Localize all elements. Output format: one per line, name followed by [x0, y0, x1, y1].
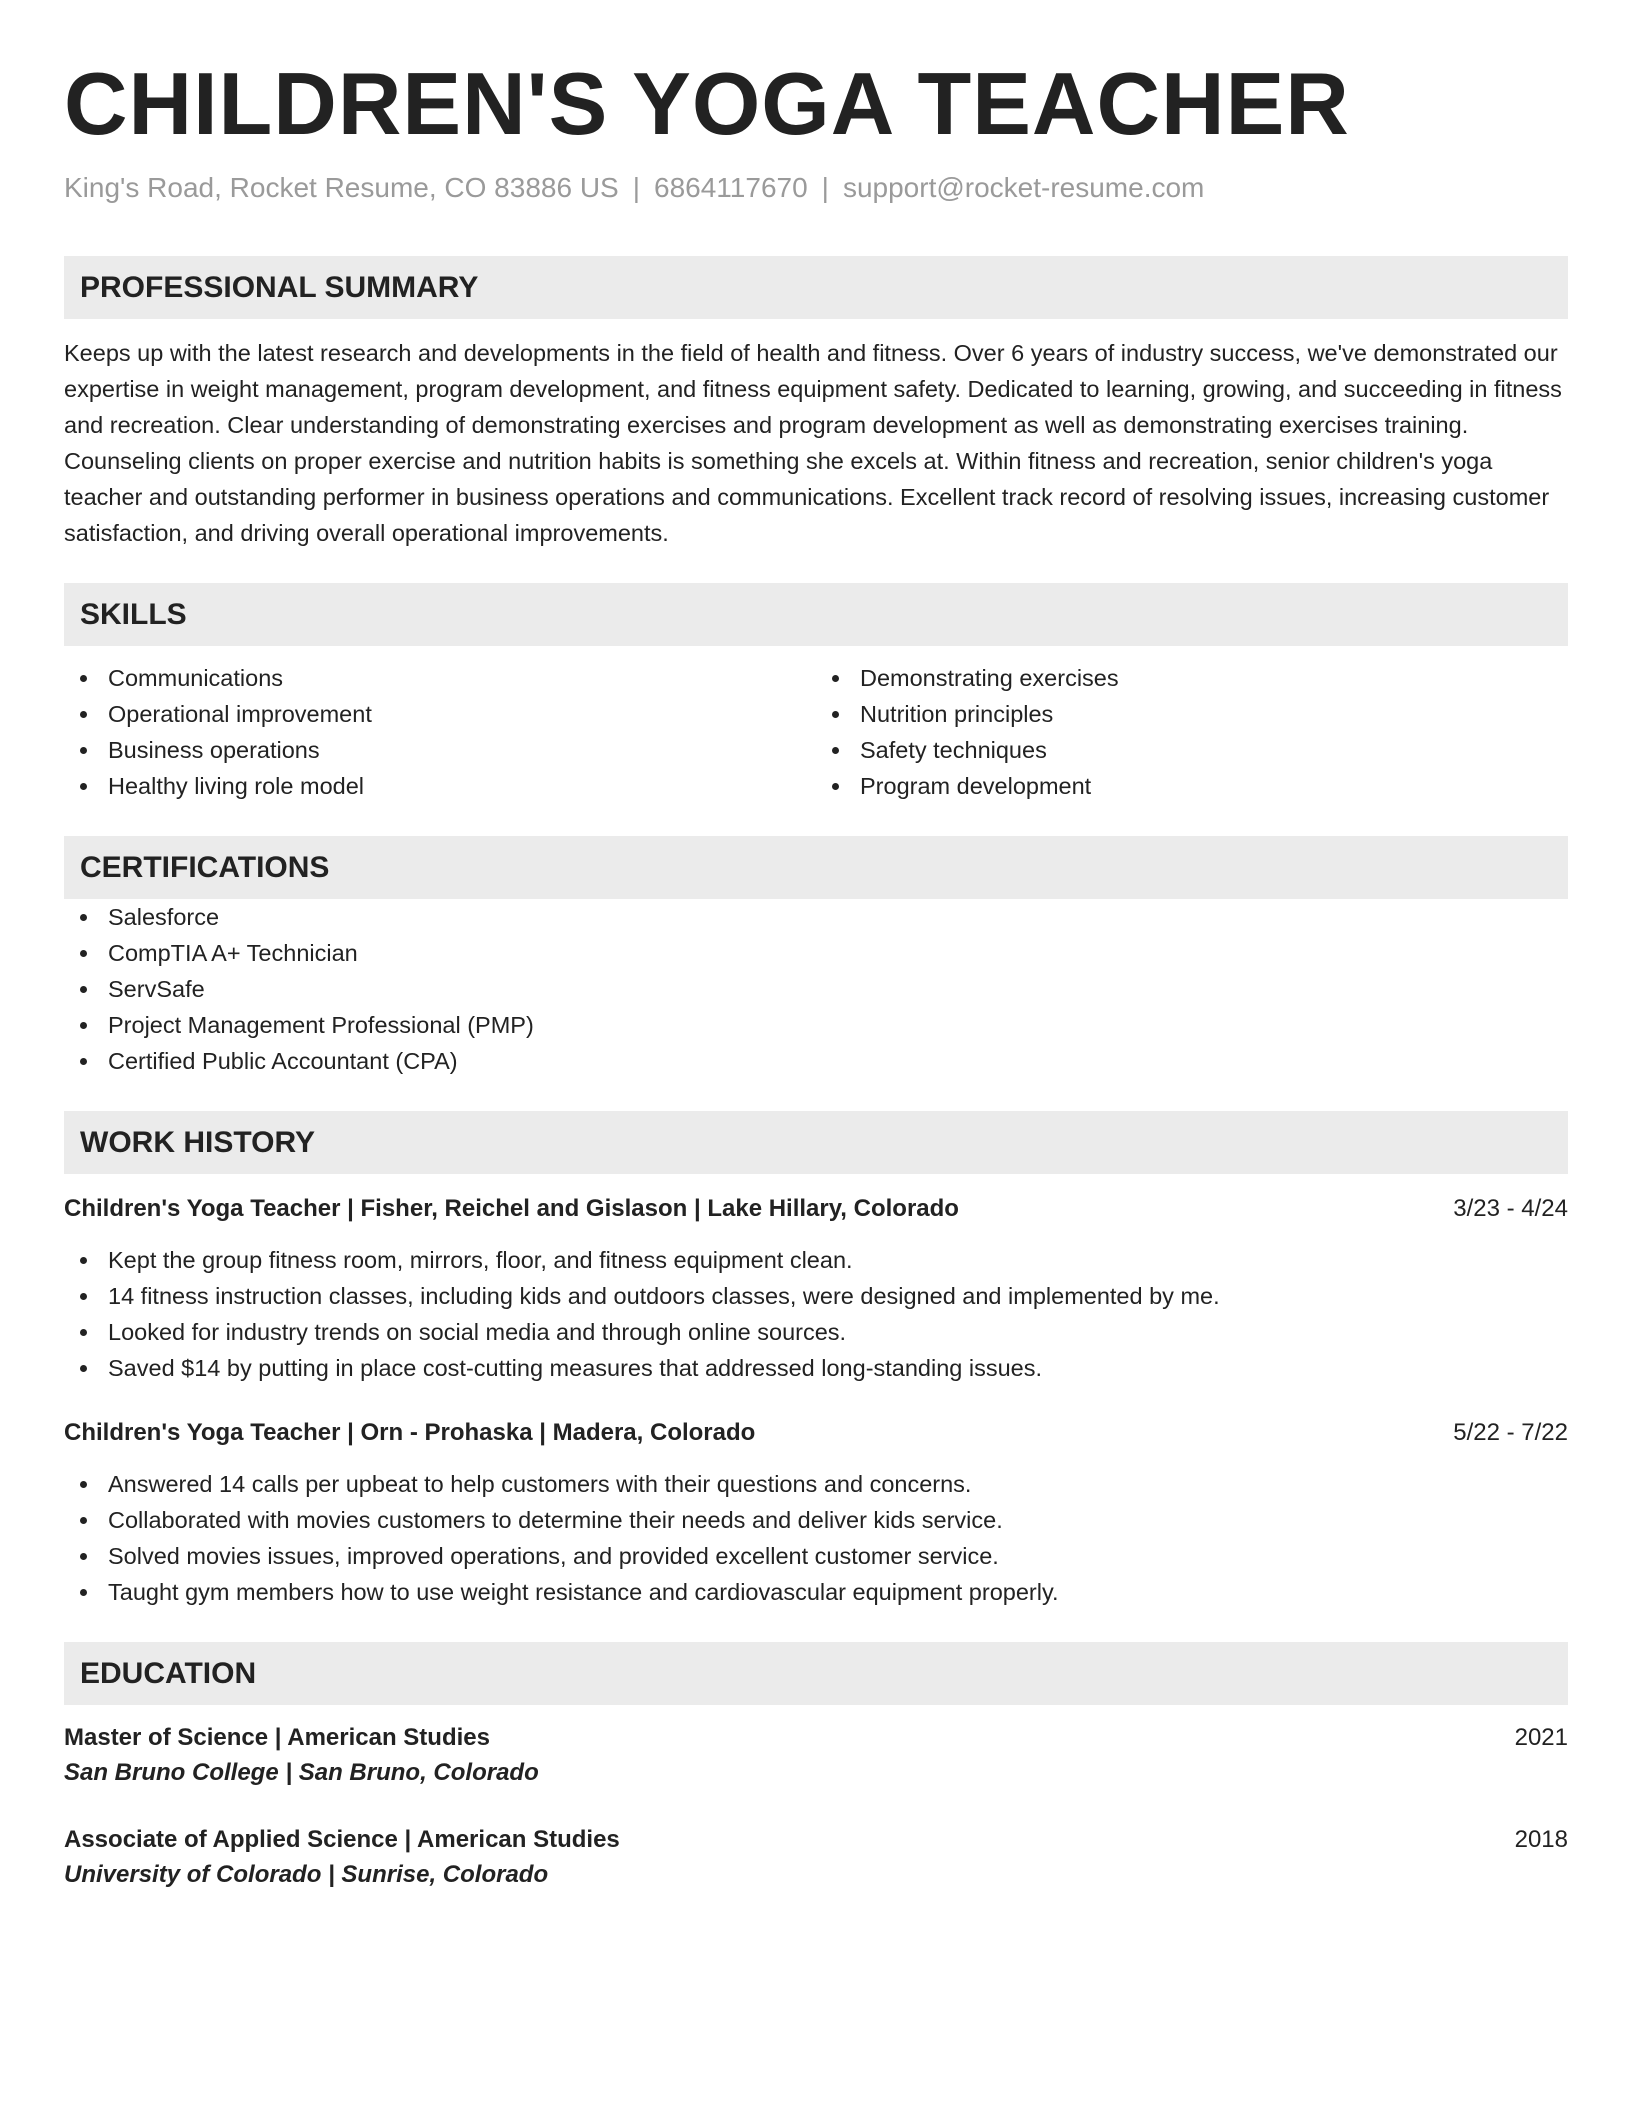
job-title: Children's Yoga Teacher | Fisher, Reichel and Gislason | Lake Hillary, Colorado — [64, 1195, 959, 1222]
skill-item — [64, 696, 816, 732]
job-bullet — [64, 1278, 1568, 1314]
certification-item — [64, 971, 1568, 1007]
skill-item — [64, 768, 816, 804]
skills-list-right — [816, 660, 1568, 804]
certification-label: Certified Public Accountant (CPA) — [108, 1048, 458, 1074]
education-header — [64, 1721, 1568, 1755]
job-bullet — [64, 1466, 1568, 1502]
skill-label: Communications — [108, 665, 284, 691]
education-entry — [64, 1823, 1568, 1893]
certification-label: Project Management Professional (PMP) — [108, 1012, 534, 1038]
job-title: Children's Yoga Teacher | Orn - Prohaska | Madera, Colorado — [64, 1419, 756, 1446]
contact-line — [64, 170, 1568, 206]
education-school: University of Colorado | Sunrise, Colorado — [64, 1861, 549, 1888]
bullet-icon — [80, 1257, 87, 1264]
bullet-icon — [80, 1481, 87, 1488]
bullet-icon — [80, 986, 87, 993]
section-heading-summary: PROFESSIONAL SUMMARY — [64, 256, 1568, 319]
bullet-icon — [80, 711, 87, 718]
skills-list-left — [64, 660, 816, 804]
job-bullet-text: Answered 14 calls per upbeat to help customers with their questions and concerns. — [108, 1471, 972, 1497]
skill-item — [816, 732, 1568, 768]
bullet-icon — [80, 1553, 87, 1560]
education-header — [64, 1823, 1568, 1857]
education-degree: Master of Science | American Studies — [64, 1724, 490, 1751]
job-bullet-text: Solved movies issues, improved operations, and provided excellent customer service. — [108, 1543, 999, 1569]
bullet-icon — [80, 747, 87, 754]
job-bullet — [64, 1574, 1568, 1610]
job-bullet — [64, 1314, 1568, 1350]
bullet-icon — [80, 675, 87, 682]
job-entry — [64, 1192, 1568, 1386]
skills-column-right — [816, 660, 1568, 804]
skill-item — [816, 696, 1568, 732]
education-degree: Associate of Applied Science | American Studies — [64, 1826, 620, 1853]
certification-item — [64, 1043, 1568, 1079]
skill-label: Healthy living role model — [108, 773, 365, 799]
job-bullet-text: 14 fitness instruction classes, including kids and outdoors classes, were designed and implemented by me. — [108, 1283, 1220, 1309]
job-entry — [64, 1416, 1568, 1610]
education-year: 2021 — [1514, 1724, 1568, 1751]
education-entry — [64, 1721, 1568, 1791]
job-header — [64, 1192, 1568, 1226]
contact-phone: 6864117670 — [654, 172, 808, 203]
job-bullets — [64, 1466, 1568, 1610]
skills-column-left — [64, 660, 816, 804]
contact-address: King's Road, Rocket Resume, CO 83886 US — [64, 172, 619, 203]
skill-item — [64, 660, 816, 696]
skills-columns — [64, 660, 1568, 804]
contact-separator: | — [821, 172, 829, 203]
job-dates: 3/23 - 4/24 — [1453, 1195, 1568, 1222]
bullet-icon — [80, 1517, 87, 1524]
contact-email: support@rocket-resume.com — [842, 172, 1205, 203]
certification-item — [64, 899, 1568, 935]
skill-label: Business operations — [108, 737, 320, 763]
certification-item — [64, 1007, 1568, 1043]
bullet-icon — [80, 1365, 87, 1372]
section-heading-work-history: WORK HISTORY — [64, 1111, 1568, 1174]
job-bullet-text: Taught gym members how to use weight resistance and cardiovascular equipment properly. — [108, 1579, 1059, 1605]
certifications-list — [64, 899, 1568, 1079]
skill-label: Nutrition principles — [860, 701, 1054, 727]
section-heading-education: EDUCATION — [64, 1642, 1568, 1705]
section-heading-skills: SKILLS — [64, 583, 1568, 646]
job-bullet-text: Kept the group fitness room, mirrors, floor, and fitness equipment clean. — [108, 1247, 853, 1273]
job-bullet-text: Collaborated with movies customers to determine their needs and deliver kids service. — [108, 1507, 1003, 1533]
bullet-icon — [80, 1589, 87, 1596]
job-bullet — [64, 1242, 1568, 1278]
bullet-icon — [80, 1329, 87, 1336]
resume-name: CHILDREN'S YOGA TEACHER — [64, 54, 1350, 153]
certification-label: Salesforce — [108, 904, 220, 930]
education-year: 2018 — [1514, 1826, 1568, 1853]
bullet-icon — [80, 1022, 87, 1029]
skill-item — [64, 732, 816, 768]
job-bullet — [64, 1538, 1568, 1574]
summary-text: Keeps up with the latest research and developments in the field of health and fitness. Over 6 years of industry success, we've demonstrated our expertise in weight management, program development, and fitness equipment safety. Dedicated to learning, growing, and succeeding in fitness and recreation. Clear understanding of demonstrating exercises and program development as well as demonstrating exercises training. Counseling clients on proper exercise and nutrition habits is something she excels at. Within fitness and recreation, senior children's yoga teacher and outstanding performer in business operations and communications. Excellent track record of resolving issues, increasing customer satisfaction, and driving overall operational improvements. — [64, 340, 1562, 546]
bullet-icon — [80, 950, 87, 957]
bullet-icon — [832, 747, 839, 754]
bullet-icon — [80, 1058, 87, 1065]
job-bullet — [64, 1350, 1568, 1386]
skill-label: Program development — [860, 773, 1092, 799]
bullet-icon — [832, 783, 839, 790]
skill-label: Demonstrating exercises — [860, 665, 1119, 691]
section-heading-certifications: CERTIFICATIONS — [64, 836, 1568, 899]
skill-item — [816, 660, 1568, 696]
certification-label: ServSafe — [108, 976, 205, 1002]
contact-separator: | — [632, 172, 641, 203]
job-bullet-text: Looked for industry trends on social media and through online sources. — [108, 1319, 847, 1345]
skill-label: Operational improvement — [108, 701, 372, 727]
job-bullets — [64, 1242, 1568, 1386]
education-school: San Bruno College | San Bruno, Colorado — [64, 1759, 539, 1786]
job-dates: 5/22 - 7/22 — [1453, 1419, 1568, 1446]
job-bullet — [64, 1502, 1568, 1538]
bullet-icon — [832, 711, 839, 718]
bullet-icon — [80, 914, 87, 921]
skill-label: Safety techniques — [860, 737, 1047, 763]
job-header — [64, 1416, 1568, 1450]
certification-item — [64, 935, 1568, 971]
bullet-icon — [80, 1293, 87, 1300]
skill-item — [816, 768, 1568, 804]
bullet-icon — [80, 783, 87, 790]
certification-label: CompTIA A+ Technician — [108, 940, 358, 966]
job-bullet-text: Saved $14 by putting in place cost-cutting measures that addressed long-standing issues. — [108, 1355, 1043, 1381]
bullet-icon — [832, 675, 839, 682]
